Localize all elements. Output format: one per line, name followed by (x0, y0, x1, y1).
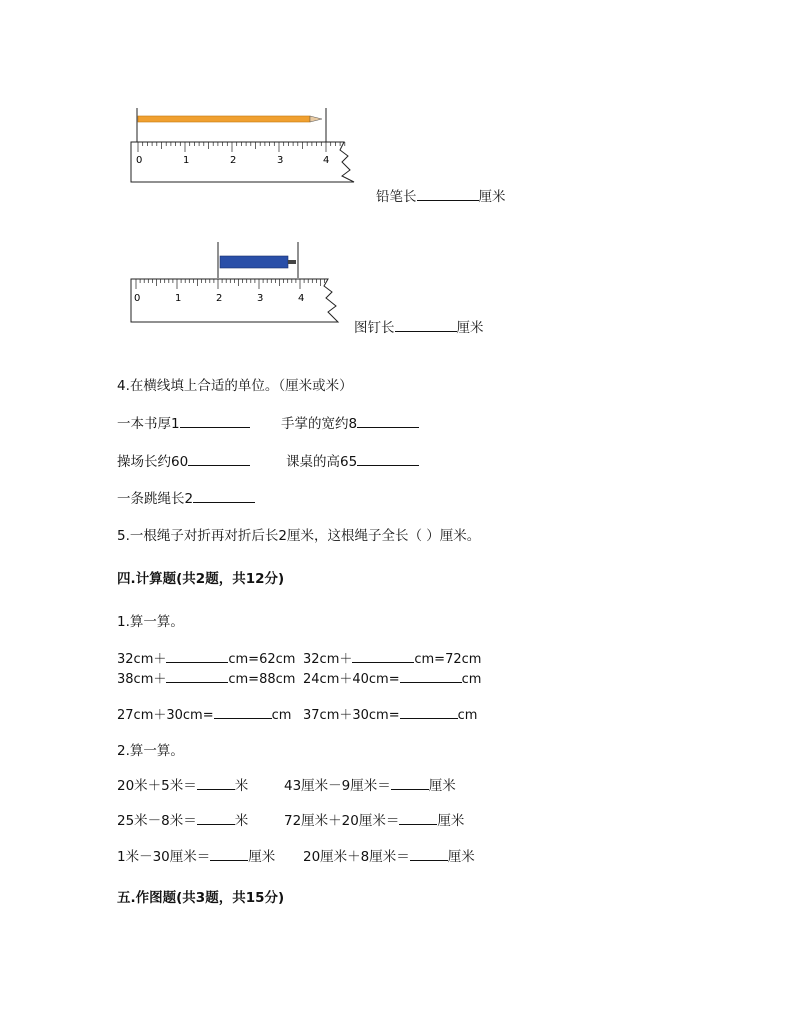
q4-blank[interactable] (188, 453, 250, 466)
expr-text: cm=88cm (228, 672, 296, 687)
calc2-row-2-right (284, 809, 464, 829)
q4-item-playground (117, 450, 250, 470)
expr-text: 37cm＋30cm= (303, 708, 400, 723)
ruler2-tick-3: 3 (257, 293, 264, 304)
answer-blank[interactable] (352, 650, 414, 663)
q4-blank[interactable] (193, 490, 255, 503)
q4-item-book (117, 412, 250, 432)
pin-icon (220, 256, 288, 268)
pencil-length-prefix: 铅笔长 (376, 189, 417, 205)
expr-text: 20米＋5米＝ (117, 778, 197, 794)
ruler2-tick-0: 0 (134, 293, 141, 304)
calc2-row-1-right (284, 774, 456, 794)
answer-blank[interactable] (391, 777, 429, 790)
ruler2-tick-2: 2 (216, 293, 223, 304)
q4-item-label: 手掌的宽约8 (281, 416, 358, 432)
expr-text: 27cm＋30cm= (117, 708, 214, 723)
answer-blank[interactable] (399, 812, 437, 825)
answer-blank[interactable] (210, 848, 248, 861)
calc2-title: 2.算一算。 (117, 743, 184, 759)
q4-item-label: 一条跳绳长2 (117, 491, 194, 507)
expr-text: cm=72cm (414, 652, 482, 667)
expr-text: 厘米 (248, 849, 276, 865)
expr-text: 38cm＋ (117, 672, 167, 687)
pin-length-unit: 厘米 (456, 320, 484, 336)
ruler2-body (131, 279, 338, 322)
expr-text: 1米－30厘米＝ (117, 849, 211, 865)
q4-title: 4.在横线填上合适的单位。（厘米或米） (117, 378, 353, 394)
q4-item-palm (281, 412, 419, 432)
expr-text: 厘米 (447, 849, 475, 865)
calc2-row-1-left (117, 774, 248, 794)
ruler1-tick-3: 3 (277, 155, 284, 166)
answer-blank[interactable] (400, 670, 462, 683)
answer-blank[interactable] (400, 706, 458, 719)
answer-blank[interactable] (214, 706, 272, 719)
expr-text: cm=62cm (228, 652, 296, 667)
answer-blank[interactable] (166, 670, 228, 683)
pin-length-prefix: 图钉长 (354, 320, 395, 336)
ruler1-tick-4: 4 (323, 155, 330, 166)
expr-text: 72厘米＋20厘米＝ (284, 813, 400, 829)
pin-needle (288, 260, 296, 264)
ruler1-tick-0: 0 (136, 155, 143, 166)
answer-blank[interactable] (197, 812, 235, 825)
calc1-row-3-left (117, 704, 291, 723)
expr-text: 20厘米＋8厘米＝ (303, 849, 410, 865)
pin-length-blank[interactable] (395, 319, 457, 332)
calc1-row-1-left (117, 648, 295, 667)
expr-text: 32cm＋ (117, 652, 167, 667)
q4-item-label: 一本书厚1 (117, 416, 180, 432)
calc1-row-2-left (117, 668, 295, 687)
q4-item-desk (286, 450, 419, 470)
expr-text: 25米－8米＝ (117, 813, 197, 829)
q4-item-label: 课桌的高65 (286, 454, 358, 470)
pin-length-question (354, 316, 484, 336)
expr-text: 米 (234, 778, 249, 794)
expr-text: 32cm＋ (303, 652, 353, 667)
q5-text: 5.一根绳子对折再对折后长2厘米，这根绳子全长（ ）厘米。 (117, 528, 481, 544)
q4-item-label: 操场长约60 (117, 454, 189, 470)
calc1-row-1-right (303, 648, 481, 667)
q4-blank[interactable] (180, 415, 250, 428)
section5-heading: 五.作图题(共3题，共15分) (117, 890, 285, 906)
q4-blank[interactable] (357, 453, 419, 466)
expr-text: cm (461, 672, 482, 687)
expr-text: 厘米 (428, 778, 456, 794)
calc1-title: 1.算一算。 (117, 614, 184, 630)
pencil-tip (310, 116, 322, 122)
section4-heading: 四.计算题(共2题，共12分) (117, 571, 285, 587)
ruler1-tick-2: 2 (230, 155, 237, 166)
ruler-body (131, 142, 354, 182)
calc1-row-3-right (303, 704, 477, 723)
pencil-ruler-figure (128, 100, 368, 190)
expr-text: 24cm＋40cm= (303, 672, 400, 687)
calc1-row-2-right (303, 668, 481, 687)
calc2-row-3-right (303, 845, 475, 865)
q4-blank[interactable] (357, 415, 419, 428)
expr-text: cm (271, 708, 292, 723)
answer-blank[interactable] (197, 777, 235, 790)
calc2-row-3-left (117, 845, 275, 865)
expr-text: cm (457, 708, 478, 723)
pencil-length-question (376, 185, 506, 205)
pin-ruler-figure (128, 238, 358, 328)
answer-blank[interactable] (166, 650, 228, 663)
ruler1-tick-1: 1 (183, 155, 190, 166)
ruler2-tick-1: 1 (175, 293, 182, 304)
expr-text: 米 (234, 813, 249, 829)
expr-text: 厘米 (437, 813, 465, 829)
answer-blank[interactable] (410, 848, 448, 861)
pencil-length-blank[interactable] (417, 188, 479, 201)
ruler2-tick-4: 4 (298, 293, 305, 304)
calc2-row-2-left (117, 809, 248, 829)
expr-text: 43厘米－9厘米＝ (284, 778, 391, 794)
pencil-icon (138, 116, 310, 122)
q4-item-rope (117, 487, 255, 507)
pencil-length-unit: 厘米 (478, 189, 506, 205)
